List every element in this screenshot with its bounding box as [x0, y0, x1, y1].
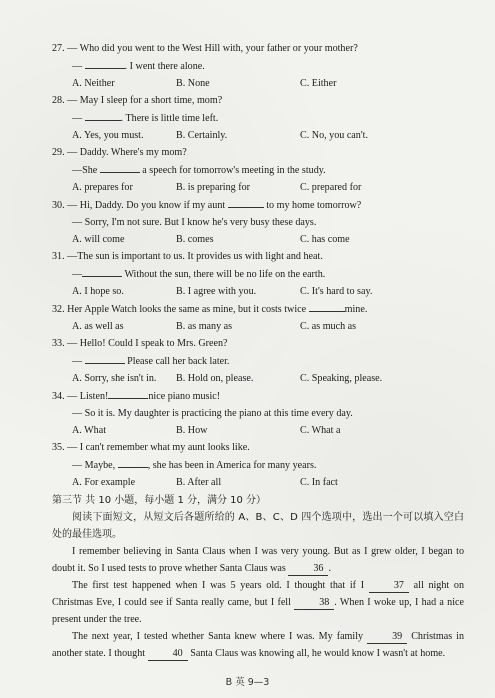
reply-text: Without the sun, there will be no life on the earth. — [124, 269, 326, 280]
question-34 — [52, 387, 464, 439]
passage-text: The first test happened when I was 5 years old. I thought that if I — [72, 580, 365, 591]
passage-text: Santa Claus was knowing all, he would know I wasn't at home. — [190, 648, 446, 659]
option-a: A. as well as — [72, 321, 124, 332]
passage-paragraph-2 — [52, 577, 464, 628]
answer-blank — [85, 109, 121, 121]
question-number: 28. — [52, 95, 65, 106]
question-number: 30. — [52, 200, 65, 211]
passage-text: Christmas in another state. I thought — [52, 631, 464, 659]
question-28 — [52, 92, 464, 144]
option-c: C. Either — [300, 78, 337, 89]
cloze-blank-39: 39 — [367, 631, 407, 644]
question-29 — [52, 144, 464, 196]
option-b: B. Certainly. — [176, 130, 228, 141]
option-a: A. prepares for — [72, 182, 133, 193]
option-c: C. as much as — [300, 321, 357, 332]
reply-text: . There is little time left. — [120, 113, 219, 124]
question-prompt: — May I sleep for a short time, mom? — [67, 95, 223, 106]
passage-paragraph-1 — [52, 543, 464, 577]
question-number: 29. — [52, 147, 65, 158]
option-a: A. Neither — [72, 78, 115, 89]
question-number: 35. — [52, 442, 65, 453]
option-b: B. Hold on, please. — [176, 373, 254, 384]
passage-text: . — [328, 563, 331, 574]
question-prompt: — Daddy. Where's my mom? — [67, 147, 187, 158]
option-b: B. I agree with you. — [176, 286, 257, 297]
reply-text: — Sorry, I'm not sure. But I know he's very busy these days. — [72, 217, 317, 228]
reply-prefix: — — [72, 269, 83, 280]
answer-blank — [108, 387, 148, 399]
cloze-blank-40: 40 — [148, 648, 188, 661]
option-a: A. What — [72, 425, 107, 436]
reply-prefix: — — [72, 356, 83, 367]
section-heading: 第三节 共 10 小题，每小题 1 分，满分 10 分） — [52, 495, 267, 506]
question-prompt: — Who did you went to the West Hill with, your father or your mother? — [67, 43, 358, 54]
option-c: C. Speaking, please. — [300, 373, 383, 384]
question-31 — [52, 248, 464, 300]
question-number: 32. — [52, 304, 65, 315]
passage-text: I remember believing in Santa Claus when I was very young. But as I grew older, I began to doubt it. So I used tests to prove whether Santa Claus was — [52, 546, 464, 574]
passage-text: all night on Christmas Eve, I could see if Santa really came, but I fell — [52, 580, 465, 608]
question-prompt-end: nice piano music! — [148, 391, 221, 402]
option-b: B. How — [176, 425, 208, 436]
answer-blank — [82, 265, 122, 277]
reply-text: . I went there alone. — [124, 61, 205, 72]
question-number: 27. — [52, 43, 65, 54]
option-c: C. It's hard to say. — [300, 286, 373, 297]
cloze-blank-36: 36 — [288, 563, 328, 576]
cloze-blank-38: 38 — [294, 597, 334, 610]
cloze-blank-37: 37 — [369, 580, 409, 593]
question-prompt: — I can't remember what my aunt looks like. — [67, 442, 250, 453]
option-c: C. No, you can't. — [300, 130, 368, 141]
option-a: A. will come — [72, 234, 125, 245]
passage-paragraph-3 — [52, 628, 464, 662]
option-b: B. After all — [176, 477, 222, 488]
option-c: C. has come — [300, 234, 350, 245]
reply-text: a speech for tomorrow's meeting in the study. — [142, 165, 326, 176]
question-number: 33. — [52, 338, 65, 349]
question-prompt: — Hello! Could I speak to Mrs. Green? — [67, 338, 228, 349]
answer-blank — [100, 161, 140, 173]
question-33 — [52, 335, 464, 387]
option-c: C. prepared for — [300, 182, 362, 193]
reply-text: Please call her back later. — [127, 356, 230, 367]
option-a: A. For example — [72, 477, 136, 488]
reply-text: — So it is. My daughter is practicing the piano at this time every day. — [72, 408, 353, 419]
question-32 — [52, 300, 464, 335]
option-a: A. Sorry, she isn't in. — [72, 373, 157, 384]
question-prompt: —The sun is important to us. It provides us with light and heat. — [67, 251, 323, 262]
option-a: A. Yes, you must. — [72, 130, 144, 141]
exam-content — [52, 40, 464, 662]
question-prompt: — Listen! — [67, 391, 109, 402]
reply-prefix: — — [72, 113, 83, 124]
reply-prefix: — — [72, 61, 83, 72]
answer-blank — [85, 57, 125, 69]
passage-text: . When I woke up, I had a nice present under the tree. — [52, 597, 464, 625]
question-prompt-end: mine. — [344, 304, 368, 315]
question-35 — [52, 439, 464, 491]
answer-blank — [118, 456, 148, 468]
option-c: C. What a — [300, 425, 341, 436]
reply-prefix: —She — [72, 165, 98, 176]
question-prompt: Her Apple Watch looks the same as mine, but it costs twice — [67, 304, 307, 315]
reply-prefix: — Maybe, — [72, 460, 116, 471]
section-instruction: 阅读下面短文，从短文后各题所给的 A、B、C、D 四个选项中，选出一个可以填入空白处的最佳选项。 — [52, 512, 464, 540]
option-b: B. None — [176, 78, 210, 89]
question-number: 31. — [52, 251, 65, 262]
option-c: C. In fact — [300, 477, 338, 488]
question-27 — [52, 40, 464, 92]
question-number: 34. — [52, 391, 65, 402]
answer-blank — [309, 300, 345, 312]
passage-text: The next year, I tested whether Santa knew where I was. My family — [72, 631, 364, 642]
reply-text: , she has been in America for many years. — [147, 460, 317, 471]
question-prompt-end: to my home tomorrow? — [266, 200, 362, 211]
page-footer: B 英 9—3 — [225, 677, 270, 688]
option-a: A. I hope so. — [72, 286, 124, 297]
question-30 — [52, 196, 464, 248]
option-b: B. as many as — [176, 321, 233, 332]
question-prompt: — Hi, Daddy. Do you know if my aunt — [67, 200, 226, 211]
answer-blank — [228, 196, 264, 208]
option-b: B. comes — [176, 234, 214, 245]
option-b: B. is preparing for — [176, 182, 251, 193]
answer-blank — [85, 352, 125, 364]
